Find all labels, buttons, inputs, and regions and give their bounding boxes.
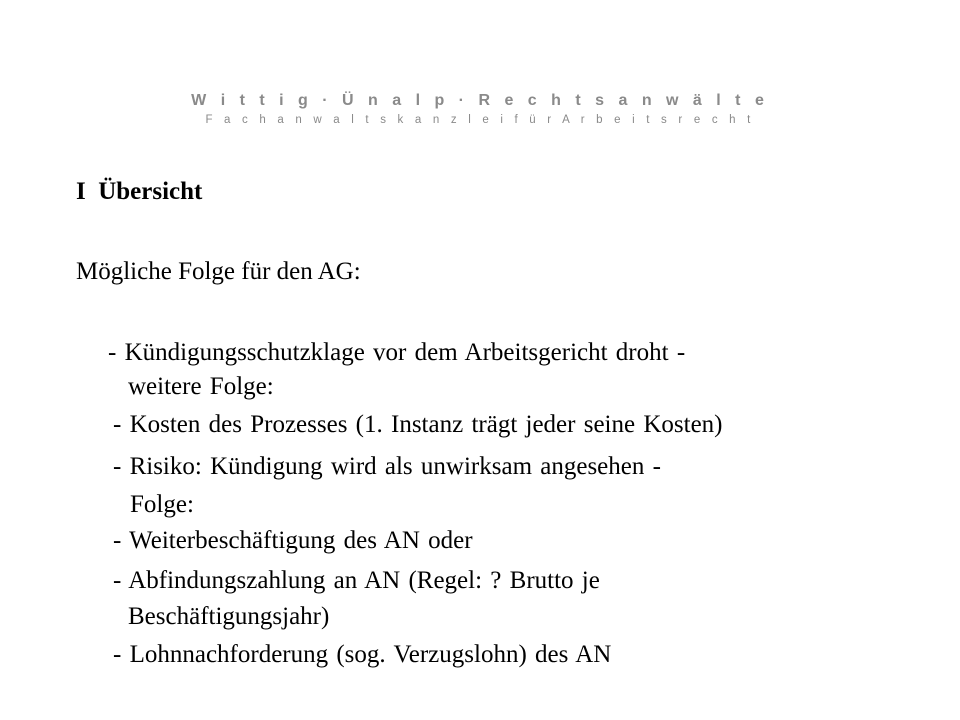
list-line: Folge:: [130, 491, 194, 518]
list-line: - Kosten des Prozesses (1. Instanz trägt jeder seine Kosten): [113, 411, 723, 438]
firm-subtitle: F a c h a n w a l t s k a n z l e i f ü r A r b e i t s r e c h t: [205, 114, 755, 126]
section-title: I Übersicht: [76, 178, 203, 205]
list-line: - Risiko: Kündigung wird als unwirksam angesehen -: [113, 453, 661, 480]
list-line: - Weiterbeschäftigung des AN oder: [113, 527, 473, 554]
intro-text: Mögliche Folge für den AG:: [76, 258, 361, 285]
firm-name: W i t t i g · Ü n a l p · R e c h t s a n w ä l t e: [191, 92, 769, 109]
list-line: - Lohnnachforderung (sog. Verzugslohn) des AN: [113, 641, 612, 668]
list-line: weitere Folge:: [128, 373, 274, 400]
list-line: - Abfindungszahlung an AN (Regel: ? Brutto je: [113, 567, 600, 594]
list-line: - Kündigungsschutzklage vor dem Arbeitsgericht droht -: [108, 339, 686, 366]
list-line: Beschäftigungsjahr): [128, 603, 330, 630]
